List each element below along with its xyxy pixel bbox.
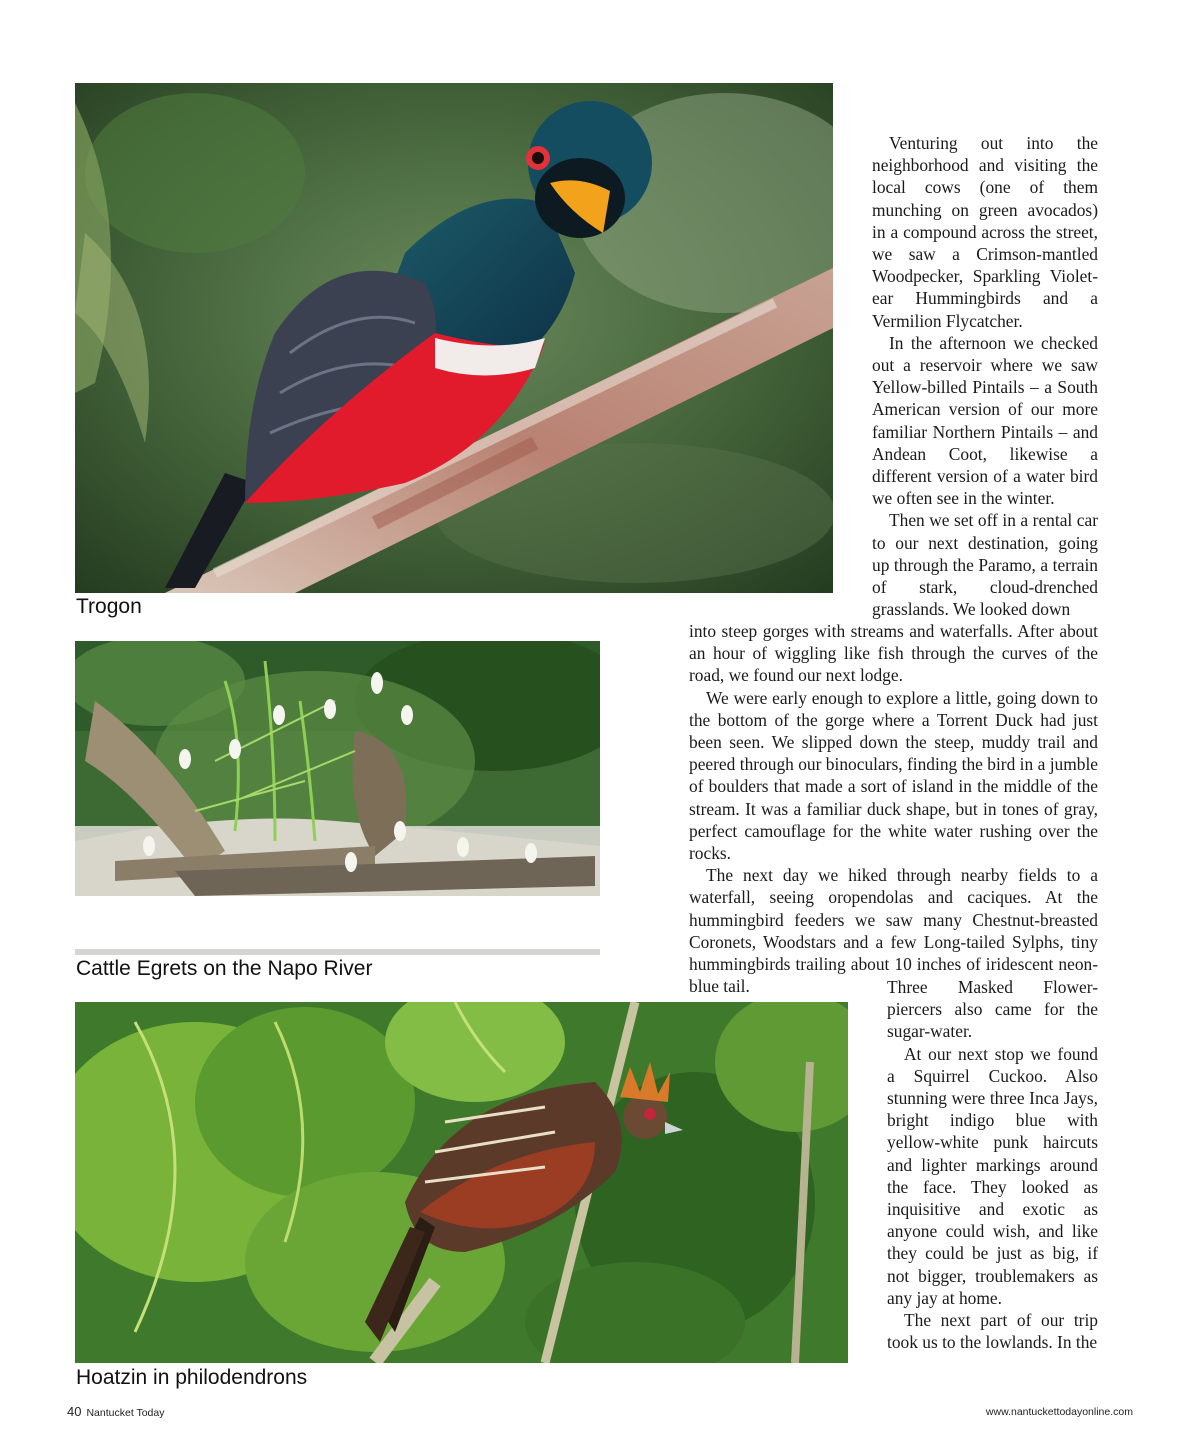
article-paragraph: Three Masked Flower-piercers also came for the sugar-water. — [887, 977, 1098, 1042]
trogon-photo — [75, 83, 833, 593]
article-paragraph: Then we set off in a rental car to our next destination, going up through the Paramo, a terrain of stark, cloud-drenched grasslands. We looked down — [872, 510, 1098, 620]
article-paragraph: We were early enough to explore a little, going down to the bottom of the gorge where a Torrent Duck had just been seen. We slipped down the steep, muddy trail and peered through our binoculars, finding the bird in a jumble of boulders that made a sort of island in the middle of the stream. It was a familiar duck shape, but in tones of gray, perfect camouflage for the white water rushing over the rocks. — [689, 687, 1098, 864]
article-paragraph: The next part of our trip took us to the lowlands. In the — [887, 1310, 1098, 1353]
article-paragraph: In the afternoon we checked out a reservoir where we saw Yellow-billed Pintails – a South American version of our more familiar Northern Pintails – and Andean Coot, likewise a different version of a water bird we often see in the winter. — [872, 332, 1098, 509]
article-paragraph: Venturing out into the neighborhood and visiting the local cows (one of them munching on green avocados) in a compound across the street, we saw a Crimson-mantled Woodpecker, Sparkling Violet-ear Hummingbirds and a Vermilion Flycatcher. — [872, 133, 1098, 331]
website-url[interactable]: www.nantuckettodayonline.com — [985, 1406, 1133, 1418]
egrets-photo — [75, 641, 600, 955]
article-paragraph: into steep gorges with streams and waterfalls. After about an hour of wiggling like fish through the curves of the road, we found our next lodge. — [689, 621, 1098, 686]
article-paragraph: At our next stop we found a Squirrel Cuckoo. Also stunning were three Inca Jays, bright indigo blue with yellow-white punk haircuts and lighter markings around the face. They looked as inquisitive and exotic as anyone could wish, and like they could be just as big, if not bigger, troublemakers as any jay at home. — [887, 1043, 1098, 1308]
egrets-caption: Cattle Egrets on the Napo River — [76, 957, 373, 980]
page-number: 40 — [67, 1404, 82, 1419]
article-column-lower — [887, 976, 1098, 1353]
hoatzin-caption: Hoatzin in philodendrons — [76, 1366, 308, 1389]
trogon-caption: Trogon — [76, 595, 142, 618]
page-footer-left — [67, 1404, 165, 1419]
article-column-upper — [872, 132, 1098, 620]
publication-name: Nantucket Today — [86, 1407, 165, 1419]
article-column-wide — [689, 620, 1098, 997]
hoatzin-photo — [75, 1002, 848, 1363]
article-paragraph: The next day we hiked through nearby fields to a waterfall, seeing oropendolas and caciques. At the hummingbird feeders we saw many Chestnut-breasted Coronets, Woodstars and a few Long-tailed Sylphs, tiny hummingbirds trailing about 10 inches of iridescent neon-blue tail. — [689, 865, 1098, 997]
